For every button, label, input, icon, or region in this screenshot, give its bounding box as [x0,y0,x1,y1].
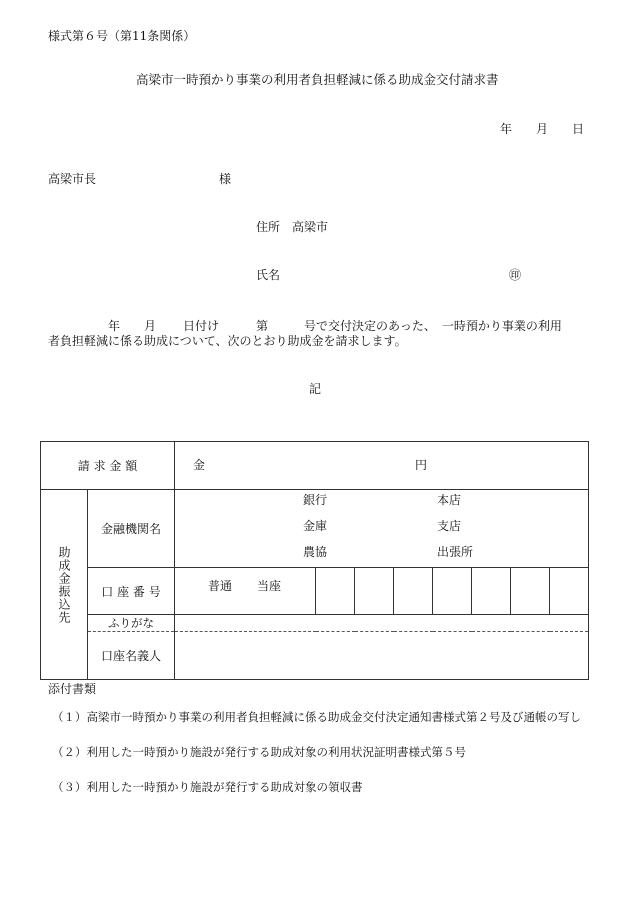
attachment-item-1: （１）高梁市一時預かり事業の利用者負担軽減に係る助成金交付決定通知書様式第２号及び通帳の写し [52,710,581,724]
date-year: 年 [500,122,513,136]
request-form-table [40,441,589,680]
amount-unit: 円 [415,458,428,472]
account-holder-field[interactable] [175,632,589,680]
attachment-item-2: （２）利用した一時預かり施設が発行する助成対象の利用状況証明書様式第５号 [52,745,466,759]
account-type-current: 当座 [257,579,282,593]
institution-field[interactable] [175,490,589,568]
addressee-name: 高梁市長 [48,172,97,186]
account-digit-5[interactable] [472,568,511,615]
transfer-label: 助成金振込先 [57,545,71,624]
account-type-cell[interactable] [175,568,316,615]
attachments-heading: 添付書類 [48,682,97,696]
institution-label-cell [88,490,175,568]
credit-bank-option: 金庫 [303,519,328,533]
furigana-label-cell [88,615,175,632]
date-day: 日 [572,122,585,136]
form-number: 様式第６号（第11条関係） [48,29,196,43]
account-digit-4[interactable] [433,568,472,615]
account-digit-3[interactable] [394,568,433,615]
addressee-honorific: 様 [219,172,232,186]
seal-mark: ㊞ [509,268,522,282]
account-number-label-cell [88,568,175,615]
account-holder-label: 口座名義人 [101,649,162,663]
account-digit-2[interactable] [355,568,394,615]
amount-label-cell [41,442,175,490]
document-title: 高梁市一時預かり事業の利用者負担軽減に係る助成金交付請求書 [136,72,499,87]
body-number-prefix: 第 [256,319,269,333]
body-line2: 者負担軽減に係る助成について、次のとおり助成金を請求します。 [48,334,407,348]
body-day-dated: 日付け [183,319,220,333]
amount-prefix: 金 [193,458,206,472]
institution-label: 金融機関名 [101,522,162,536]
body-year: 年 [108,319,121,333]
body-line1-rest: 号で交付決定のあった、 一時預かり事業の利用 [304,319,562,333]
account-holder-label-cell [88,632,175,680]
branch-option: 支店 [437,519,462,533]
account-number-label: 口 座 番 号 [101,584,161,599]
name-label: 氏名 [256,268,281,282]
furigana-label: ふりがな [108,616,154,630]
amount-field[interactable] [175,442,589,490]
bank-option: 銀行 [303,493,328,507]
account-digit-1[interactable] [316,568,355,615]
furigana-field[interactable] [175,615,589,632]
date-month: 月 [536,122,549,136]
address-value: 高梁市 [292,220,329,234]
account-digit-7[interactable] [550,568,589,615]
account-digit-6[interactable] [511,568,550,615]
address-label: 住所 [256,220,281,234]
attachment-item-3: （３）利用した一時預かり施設が発行する助成対象の領収書 [52,780,363,794]
agri-coop-option: 農協 [303,545,328,559]
sub-branch-option: 出張所 [437,545,474,559]
account-type-ordinary: 普通 [208,579,233,593]
note-mark: 記 [309,382,322,396]
amount-label: 請 求 金 額 [77,459,138,473]
body-month: 月 [144,319,157,333]
head-office-option: 本店 [437,493,462,507]
transfer-label-cell [41,490,88,680]
